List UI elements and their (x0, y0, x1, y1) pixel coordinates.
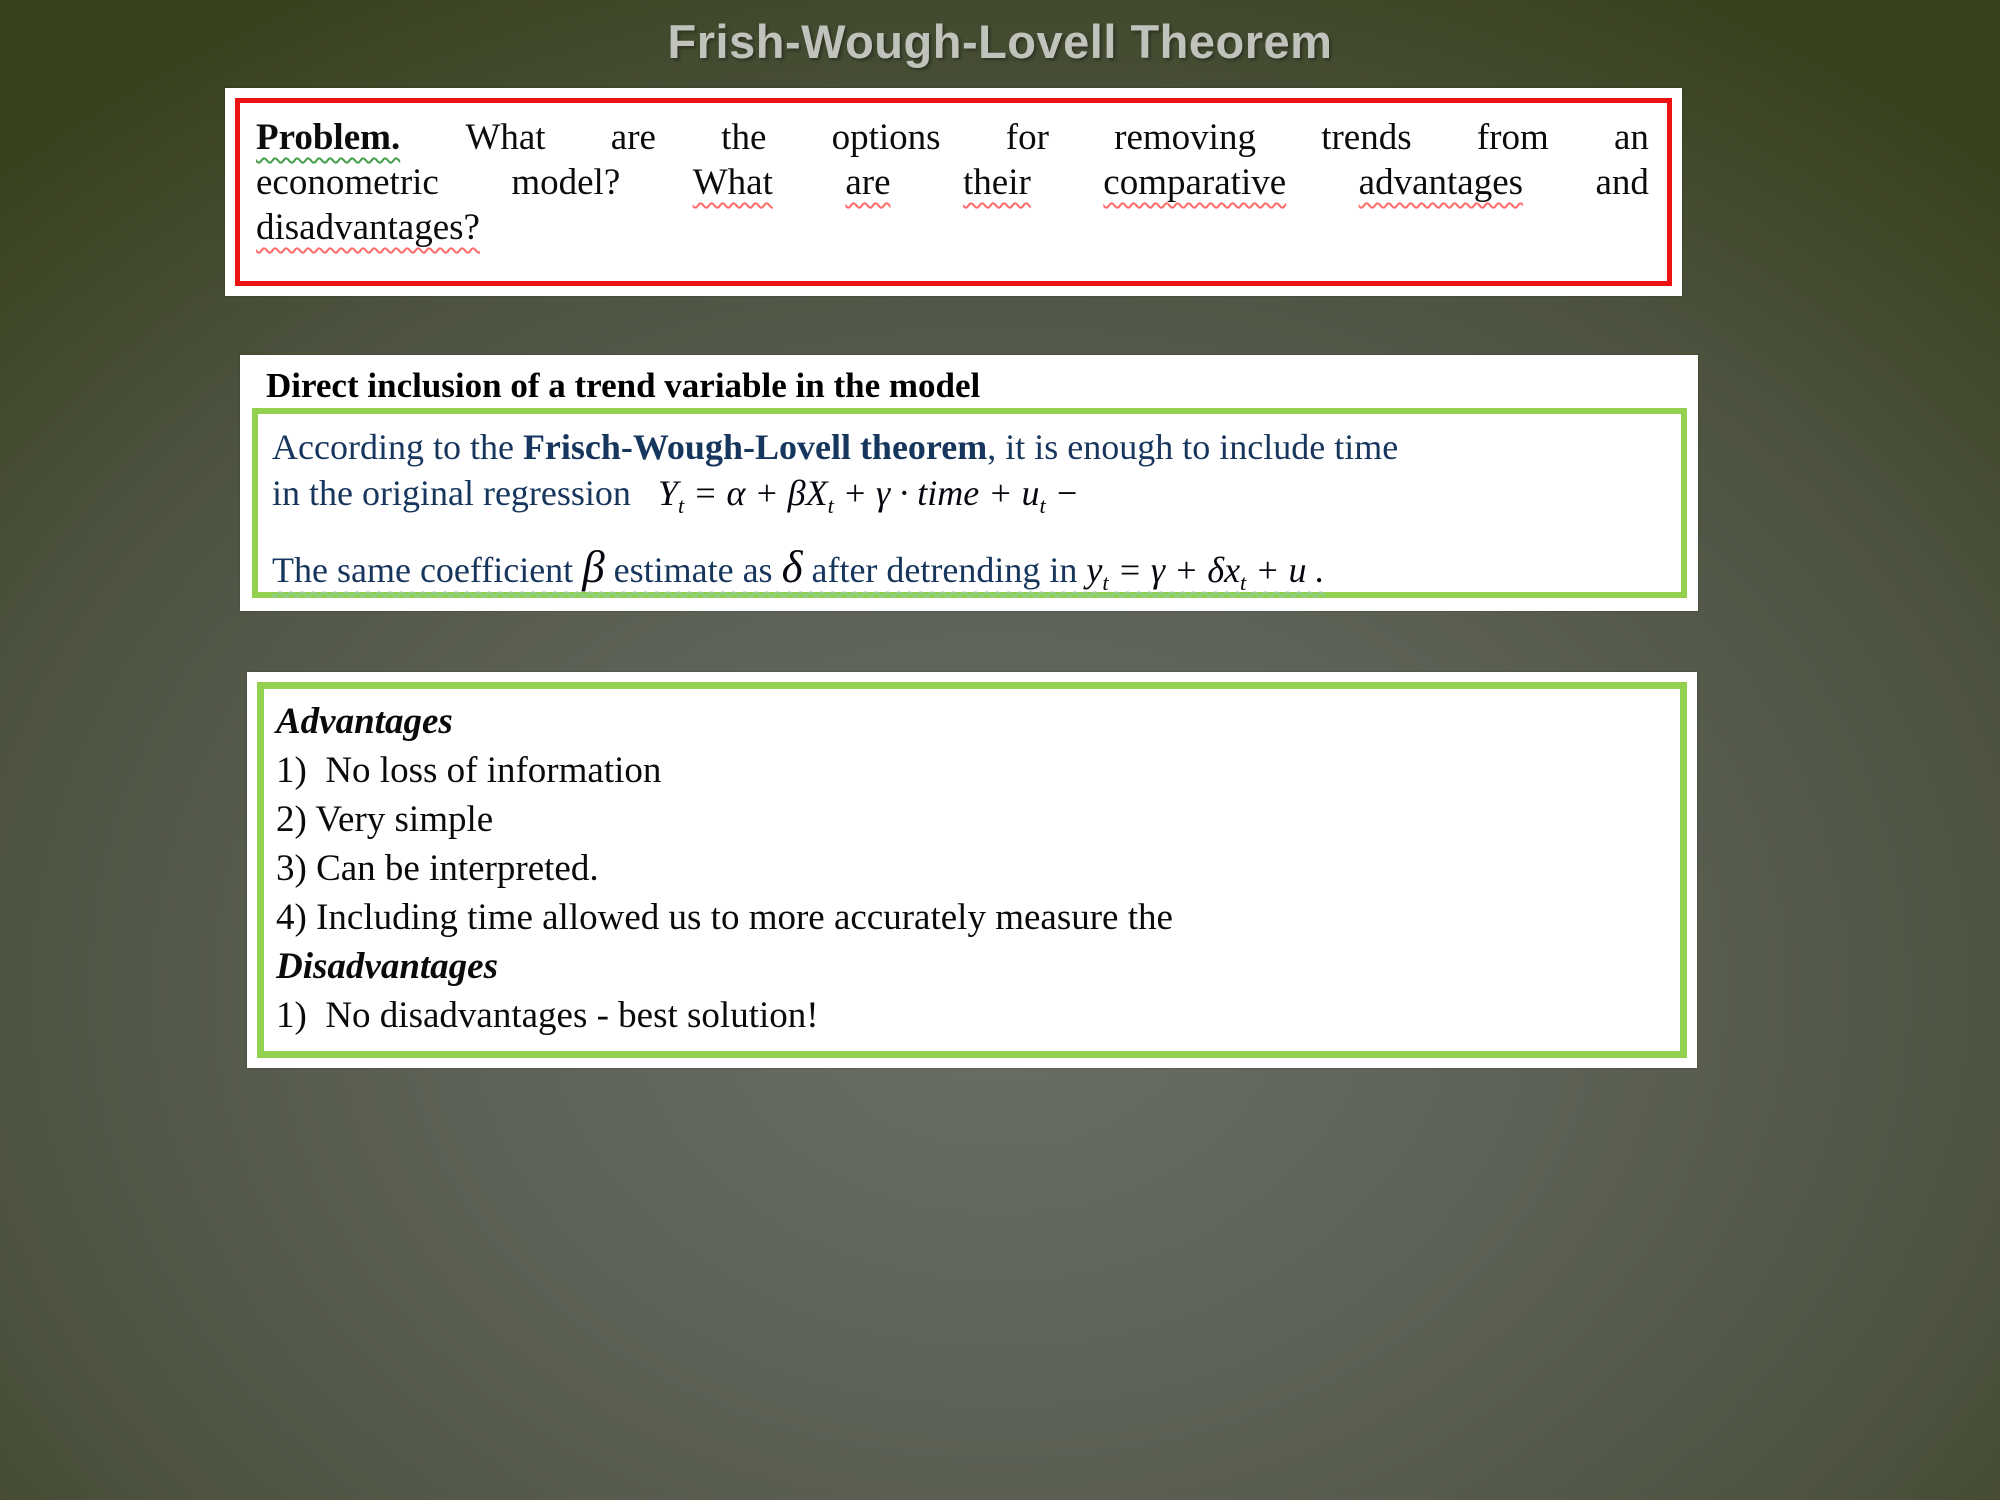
text-word: their (963, 162, 1031, 203)
list-item: 4) Including time allowed us to more accurately measure the (276, 897, 1173, 938)
text-line (272, 542, 1667, 606)
text-line (256, 160, 1649, 205)
text-word: options (831, 117, 941, 158)
trend-box-header: Direct inclusion of a trend variable in the model (266, 366, 981, 405)
text-line (256, 205, 1649, 250)
text-word: and (1595, 162, 1649, 203)
text-word: advantages (1358, 162, 1524, 203)
text-segment: estimate as (604, 550, 782, 591)
text-segment: The same coefficient (272, 550, 583, 591)
text-segment: Frisch-Wough-Lovell theorem (522, 427, 988, 467)
trend-box-green-border (252, 408, 1687, 598)
text-word: trends (1321, 117, 1412, 158)
formula-segment: $y_t = \gamma + \delta x_t + u$ . (1086, 550, 1325, 596)
text-word: disadvantages? (256, 207, 480, 248)
text-segment: According to the (272, 427, 523, 467)
text-word: an (1614, 117, 1649, 158)
text-word: What (465, 117, 546, 158)
problem-box-red-border (235, 98, 1672, 286)
trend-box (240, 355, 1698, 611)
text-word: econometric (256, 162, 439, 203)
problem-text (256, 115, 1649, 250)
list-item: 3) Can be interpreted. (276, 848, 599, 889)
text-segment: after detrending in (802, 550, 1087, 591)
text-word: model? (511, 162, 621, 203)
advantages-box (247, 672, 1697, 1068)
text-segment: in the original regression (272, 473, 658, 513)
list-item: 1) No loss of information (276, 750, 662, 791)
text-word: Problem. (256, 117, 401, 158)
trend-box-text (272, 424, 1667, 606)
formula-segment: β (582, 542, 605, 593)
text-word: What (692, 162, 773, 203)
formula-segment: δ (781, 542, 803, 593)
list-item: 1) No disadvantages - best solution! (276, 995, 819, 1036)
problem-box (225, 88, 1682, 296)
text-line (272, 470, 1667, 529)
text-line (272, 424, 1667, 470)
list-heading: Disadvantages (276, 946, 498, 987)
text-word: the (721, 117, 767, 158)
text-word: for (1005, 117, 1049, 158)
list-heading: Advantages (276, 701, 453, 742)
text-word: from (1476, 117, 1549, 158)
list-item: 2) Very simple (276, 799, 494, 840)
formula-segment: $Y_t = \alpha + \beta X_t + \gamma$ · time + $u_t$ − (657, 473, 1080, 519)
text-word: comparative (1103, 162, 1287, 203)
advantages-box-green-border (257, 682, 1687, 1058)
text-segment: , it is enough to include time (987, 427, 1399, 467)
text-word: are (610, 117, 656, 158)
advantages-list (276, 697, 1680, 1040)
text-word: are (845, 162, 891, 203)
text-line (256, 115, 1649, 160)
text-word: removing (1114, 117, 1256, 158)
slide-title: Frish-Wough-Lovell Theorem (667, 15, 1333, 68)
